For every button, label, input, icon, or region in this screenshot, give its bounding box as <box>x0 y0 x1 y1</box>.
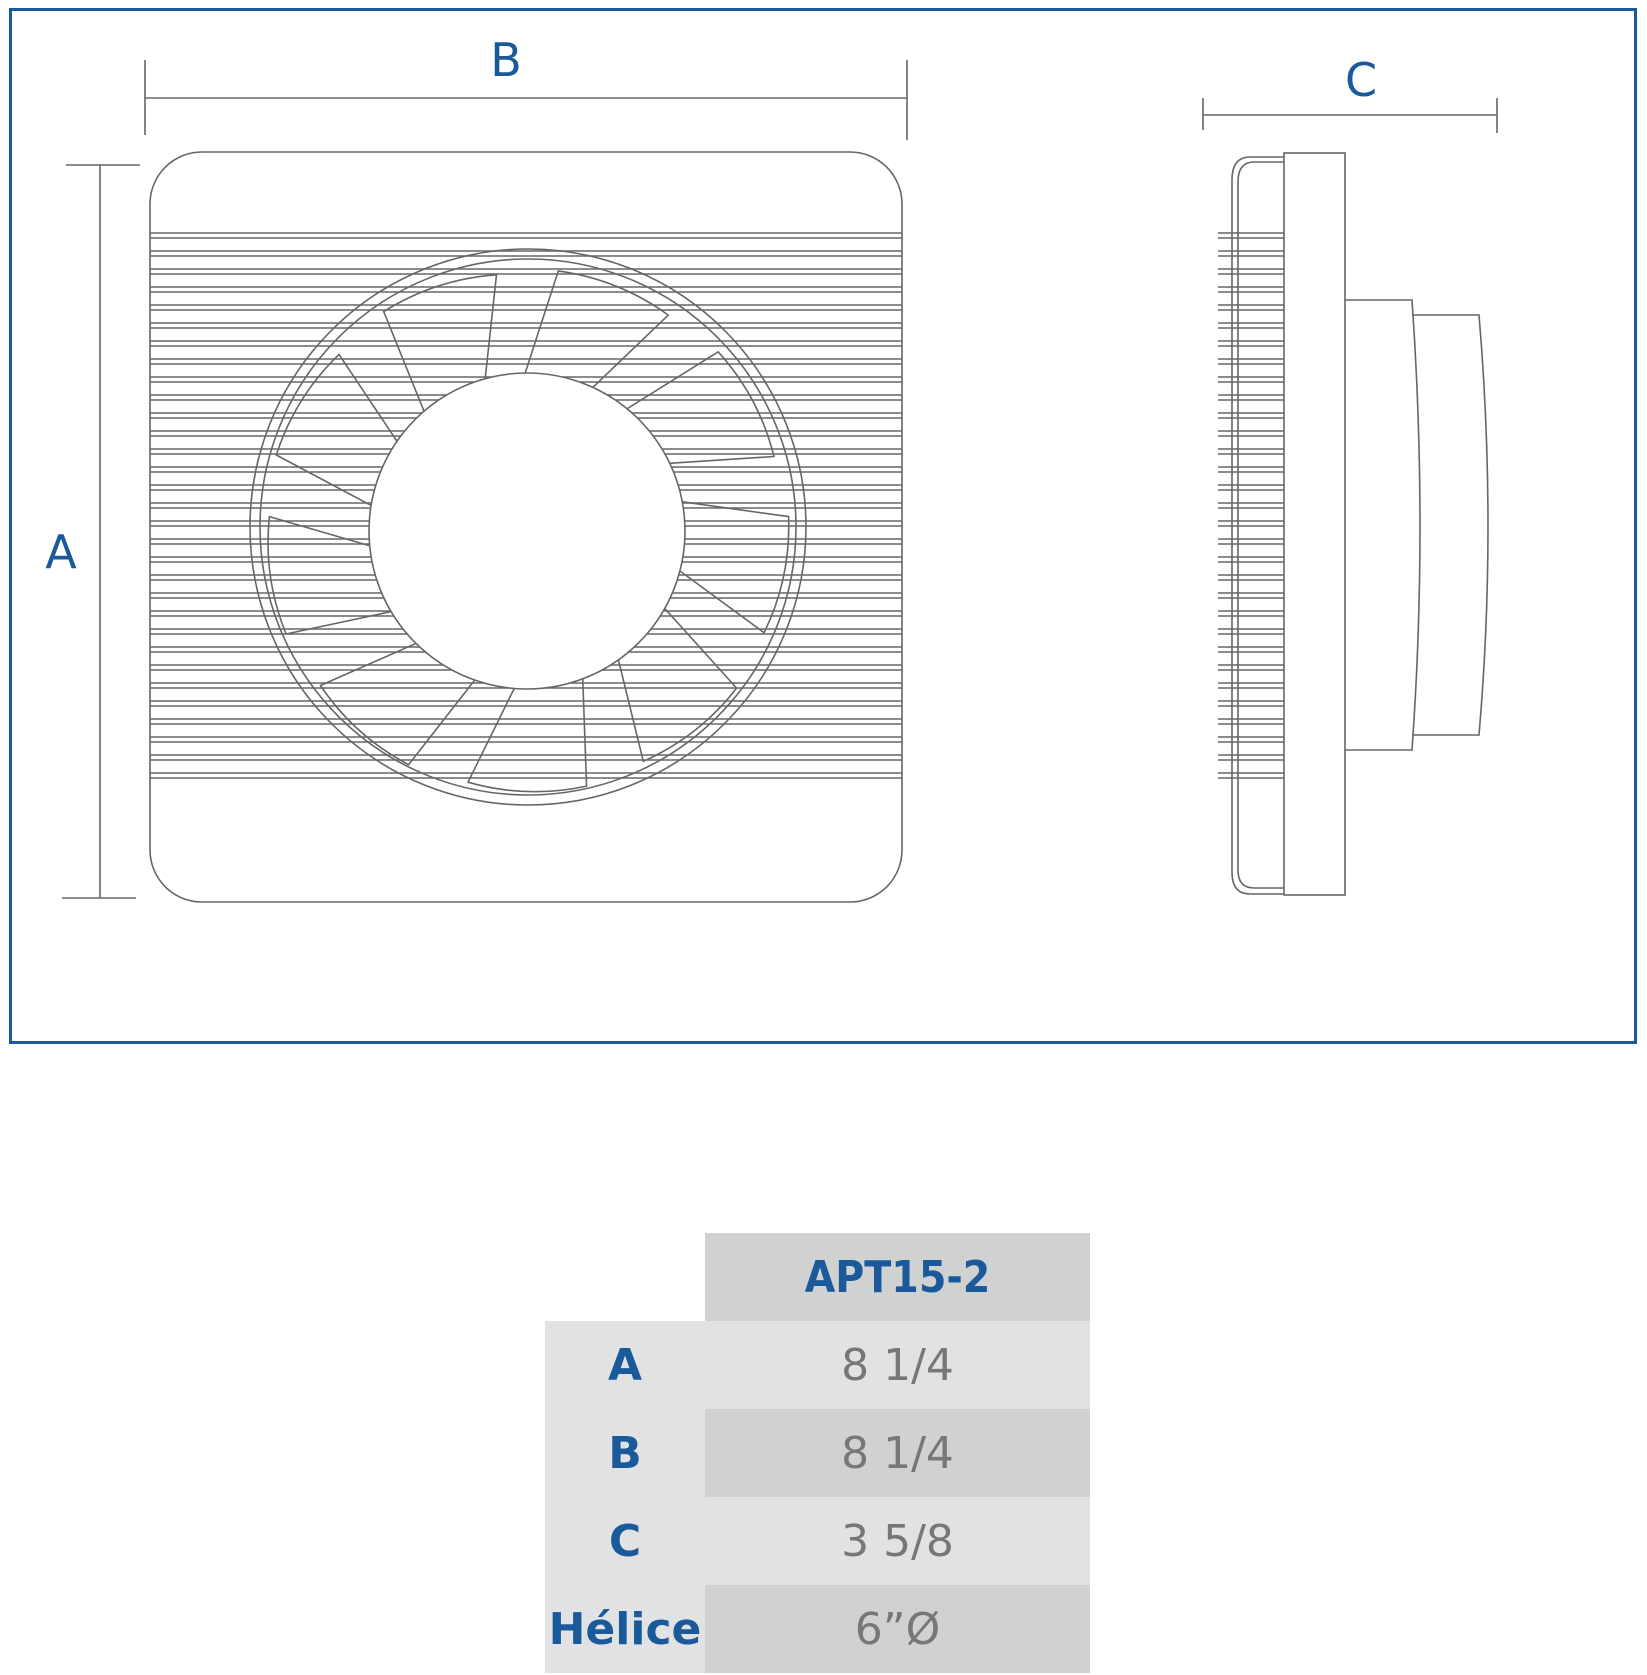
fan-hub <box>369 373 685 689</box>
label-a: A <box>45 525 77 579</box>
table-row <box>545 1497 1090 1585</box>
label-c: C <box>1344 53 1378 107</box>
row-value: 8 1/4 <box>705 1409 1090 1497</box>
side-duct-collar <box>1412 315 1488 735</box>
fan-blade <box>524 271 668 391</box>
row-label: A <box>545 1321 705 1409</box>
fan-front-view <box>150 152 902 902</box>
row-label: Hélice <box>545 1585 705 1673</box>
table-row <box>545 1585 1090 1673</box>
fan-blade <box>468 675 587 792</box>
side-louvers <box>1218 233 1284 778</box>
row-value: 3 5/8 <box>705 1497 1090 1585</box>
label-b: B <box>490 33 522 87</box>
side-motor-housing <box>1345 300 1420 750</box>
dimension-b <box>145 60 907 140</box>
table-row <box>545 1321 1090 1409</box>
row-value: 6”Ø <box>705 1585 1090 1673</box>
table-header-row <box>545 1233 1090 1321</box>
model-header: APT15-2 <box>705 1233 1090 1321</box>
row-label: B <box>545 1409 705 1497</box>
table-row <box>545 1409 1090 1497</box>
row-value: 8 1/4 <box>705 1321 1090 1409</box>
spec-table <box>545 1233 1090 1673</box>
table-corner <box>545 1233 705 1321</box>
row-label: C <box>545 1497 705 1585</box>
side-plate <box>1284 153 1345 895</box>
fan-side-view <box>1218 153 1488 895</box>
